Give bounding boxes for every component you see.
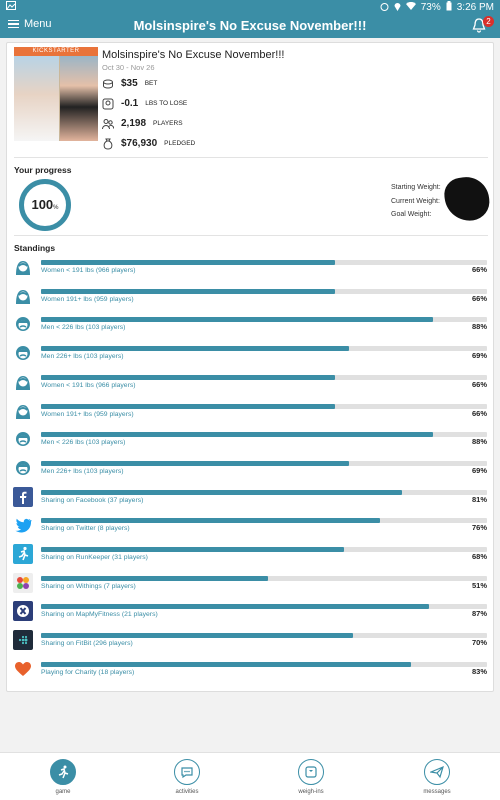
standing-percent: 51% [471,580,487,590]
standing-label: Men < 226 lbs (103 players) [41,439,126,447]
bet-label: BET [144,79,158,87]
standing-percent: 68% [471,552,487,561]
standing-label: Sharing on Withings (7 players) [41,582,136,590]
progress-fill [41,633,353,638]
players-label: PLAYERS [153,119,183,127]
alarm-icon [380,2,389,14]
standing-percent: 87% [471,609,487,619]
status-bar [0,0,500,14]
progress-percent: 100% [31,197,59,212]
fitbit-icon [13,630,33,650]
runkeeper-icon [13,544,33,564]
woman-icon [13,286,33,306]
gallery-icon [6,1,16,13]
tab-messages[interactable] [402,759,472,795]
standing-row[interactable] [7,630,495,659]
wifi-icon [406,2,416,13]
tab-activities-label: activities [175,789,199,795]
runner-icon [50,759,76,785]
progress-fill [41,576,268,581]
man-icon [13,343,33,363]
standing-row[interactable] [7,343,495,372]
weights-panel [391,181,441,222]
progress-track [41,432,487,437]
twitter-icon [13,515,33,535]
paper-plane-icon [424,759,450,785]
progress-fill [41,432,433,437]
battery-percent: 73% [420,2,441,13]
progress-fill [41,346,349,351]
progress-track [41,604,487,609]
standing-row[interactable] [7,257,495,286]
battery-icon [446,1,452,14]
progress-track [41,317,487,322]
standing-label: Women < 191 lbs (966 players) [41,267,136,274]
lose-label: LBS TO LOSE [145,99,188,107]
after-photo [60,56,98,141]
man-icon [13,429,33,449]
progress-fill [41,518,380,523]
bet-value: $35 [121,77,138,89]
standing-label: Men < 226 lbs (103 players) [41,324,126,332]
standing-percent: 66% [471,379,487,389]
divider [14,235,488,236]
progress-fill [41,490,402,495]
progress-fill [41,375,335,380]
tab-game[interactable] [28,759,98,795]
scale-icon [102,97,114,109]
standing-row[interactable] [7,286,495,315]
tab-activities[interactable] [152,759,222,795]
challenge-title: Molsinspire's No Excuse November!!! [102,49,285,61]
progress-track [41,461,487,466]
withings-icon [13,573,33,593]
facebook-icon [13,487,33,507]
man-icon [13,458,33,478]
progress-track [41,662,487,667]
standing-label: Men 226+ lbs (103 players) [41,467,124,475]
tab-weigh-ins-label: weigh-ins [298,789,324,795]
menu-label: Menu [24,18,52,30]
location-icon [394,2,401,14]
woman-icon [13,401,33,421]
progress-track [41,346,487,351]
progress-fill [41,604,429,609]
standing-row[interactable] [7,401,495,430]
standing-label: Women 191+ lbs (959 players) [41,410,134,418]
goal-weight-label: Goal Weight: [391,211,432,218]
nav-bar [0,14,500,38]
kickstarter-ribbon: KICKSTARTER [14,47,98,56]
standing-row[interactable] [7,544,495,573]
lose-value: -0.1 [121,97,139,109]
progress-track [41,633,487,638]
tab-messages-label: messages [423,789,451,795]
standing-label: Women < 191 lbs (966 players) [41,381,136,389]
challenge-image [14,47,98,141]
standing-label: Sharing on FitBit (296 players) [41,640,133,648]
standing-label: Men 226+ lbs (103 players) [41,353,124,361]
standing-percent: 76% [471,523,487,533]
mapmyfitness-icon [13,601,33,621]
current-weight-label: Current Weight: [391,197,440,205]
players-icon [102,117,114,129]
progress-fill [41,404,335,409]
standing-percent: 66% [471,293,487,303]
standing-percent: 81% [471,494,487,504]
starting-weight-label: Starting Weight: [391,184,441,191]
progress-track [41,576,487,581]
standing-row[interactable] [7,314,495,343]
scale-icon [298,759,324,785]
progress-fill [41,662,411,667]
pledged-stat [102,137,195,149]
page-title: Molsinspire's No Excuse November!!! [133,18,367,33]
standing-percent: 83% [471,666,487,676]
man-icon [13,314,33,334]
woman-icon [13,257,33,277]
heart-icon [13,659,33,679]
progress-fill [41,260,335,265]
standing-row[interactable] [7,487,495,516]
standing-percent: 88% [471,437,487,447]
tab-weigh-ins[interactable] [276,759,346,795]
standing-percent: 66% [471,265,487,274]
progress-track [41,260,487,265]
clock-time: 3:26 PM [456,2,494,13]
standing-label: Sharing on RunKeeper (31 players) [41,554,148,561]
chat-icon [174,759,200,785]
standing-row[interactable] [7,515,495,544]
progress-fill [41,461,349,466]
standing-label: Playing for Charity (18 players) [41,668,135,676]
standing-row[interactable] [7,458,495,487]
challenge-card [6,42,494,692]
before-photo [14,56,59,141]
coins-icon [102,77,114,89]
standing-label: Women 191+ lbs (959 players) [41,295,134,303]
bet-stat [102,77,157,89]
standing-percent: 70% [471,638,487,648]
woman-icon [13,372,33,392]
standings-title: Standings [14,243,56,253]
pledged-label: PLEDGED [164,139,196,147]
progress-ring [19,179,71,231]
progress-track [41,547,487,552]
pledged-value: $76,930 [121,137,158,149]
standing-percent: 66% [471,408,487,418]
progress-fill [41,317,433,322]
progress-track [41,404,487,409]
standing-percent: 69% [471,465,487,475]
redaction-scribble [442,174,492,224]
progress-track [41,490,487,495]
players-value: 2,198 [121,117,147,129]
tab-bar [0,752,500,800]
progress-track [41,289,487,294]
standing-row[interactable] [7,659,495,688]
standing-label: Sharing on Twitter (8 players) [41,525,130,533]
standing-percent: 88% [471,322,487,332]
progress-fill [41,289,335,294]
notification-badge: 2 [483,16,494,27]
progress-track [41,518,487,523]
lose-stat [102,97,187,109]
players-stat [102,117,183,129]
progress-title: Your progress [14,165,72,175]
standing-row[interactable] [7,601,495,630]
standing-row[interactable] [7,372,495,401]
tab-game-label: game [55,789,71,795]
standing-percent: 69% [471,351,487,361]
standing-label: Sharing on Facebook (37 players) [41,496,144,504]
challenge-dates: Oct 30 - Nov 26 [102,63,155,72]
divider [14,157,488,158]
standing-label: Sharing on MapMyFitness (21 players) [41,611,158,619]
standing-row[interactable] [7,573,495,602]
progress-fill [41,547,344,552]
standing-row[interactable] [7,429,495,458]
progress-track [41,375,487,380]
money-bag-icon [102,137,114,149]
